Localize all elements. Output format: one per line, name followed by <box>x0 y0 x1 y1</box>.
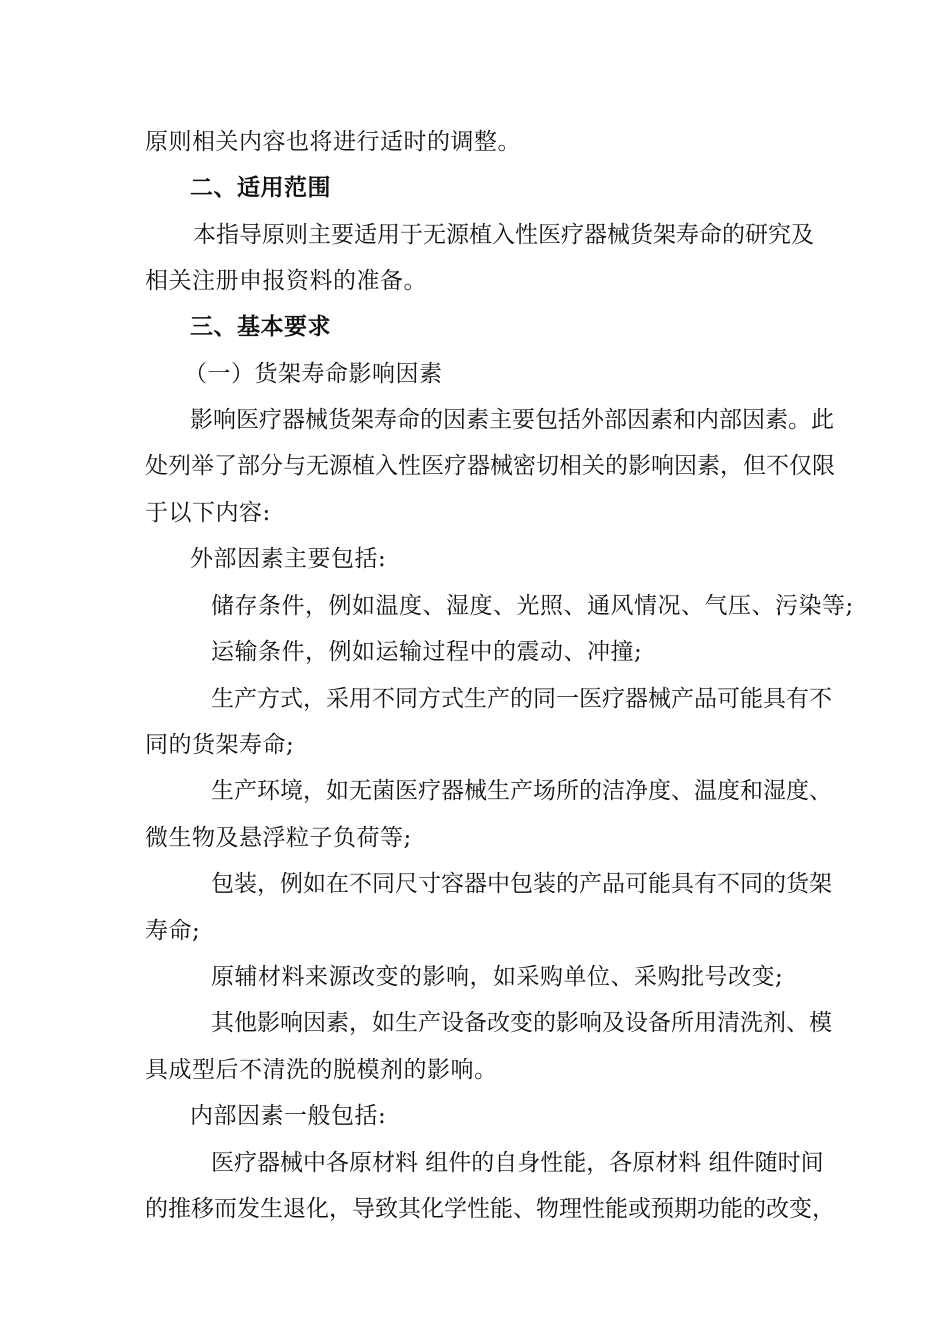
paragraph-line: 本指导原则主要适用于无源植入性医疗器械货架寿命的研究及 <box>193 222 814 248</box>
list-item-line: 包装，例如在不同尺寸容器中包装的产品可能具有不同的货架 <box>211 871 832 897</box>
paragraph-line: 相关注册申报资料的准备。 <box>145 268 427 294</box>
paragraph-line: 处列举了部分与无源植入性医疗器械密切相关的影响因素，但不仅限 <box>145 453 835 479</box>
section-heading-requirements: 三、基本要求 <box>190 314 331 340</box>
list-item-line: 微生物及悬浮粒子负荷等; <box>145 825 412 851</box>
list-item-line: 生产环境，如无菌医疗器械生产场所的洁净度、温度和湿度、 <box>211 778 832 804</box>
list-item-line: 的推移而发生退化，导致其化学性能、物理性能或预期功能的改变， <box>145 1196 835 1222</box>
list-item-line: 寿命; <box>145 918 201 944</box>
subsection-heading-factors: （一）货架寿命影响因素 <box>184 361 443 387</box>
paragraph-line: 内部因素一般包括: <box>190 1103 387 1129</box>
paragraph-line: 原则相关内容也将进行适时的调整。 <box>145 129 521 155</box>
list-item-line: 运输条件，例如运输过程中的震动、冲撞; <box>211 639 643 665</box>
list-item-line: 其他影响因素，如生产设备改变的影响及设备所用清洗剂、模 <box>211 1010 832 1036</box>
paragraph-line: 影响医疗器械货架寿命的因素主要包括外部因素和内部因素。此 <box>190 407 834 433</box>
list-item-line: 储存条件，例如温度、湿度、光照、通风情况、气压、污染等; <box>211 593 854 619</box>
paragraph-line: 于以下内容: <box>145 500 271 526</box>
list-item-line: 医疗器械中各原材料 组件的自身性能，各原材料 组件随时间 <box>211 1150 824 1176</box>
list-item-line: 同的货架寿命; <box>145 732 295 758</box>
section-heading-scope: 二、适用范围 <box>190 175 331 201</box>
paragraph-line: 外部因素主要包括: <box>190 546 387 572</box>
list-item-line: 原辅材料来源改变的影响，如采购单位、采购批号改变; <box>211 964 784 990</box>
list-item-line: 生产方式，采用不同方式生产的同一医疗器械产品可能具有不 <box>211 686 832 712</box>
list-item-line: 具成型后不清洗的脱模剂的影响。 <box>145 1057 498 1083</box>
